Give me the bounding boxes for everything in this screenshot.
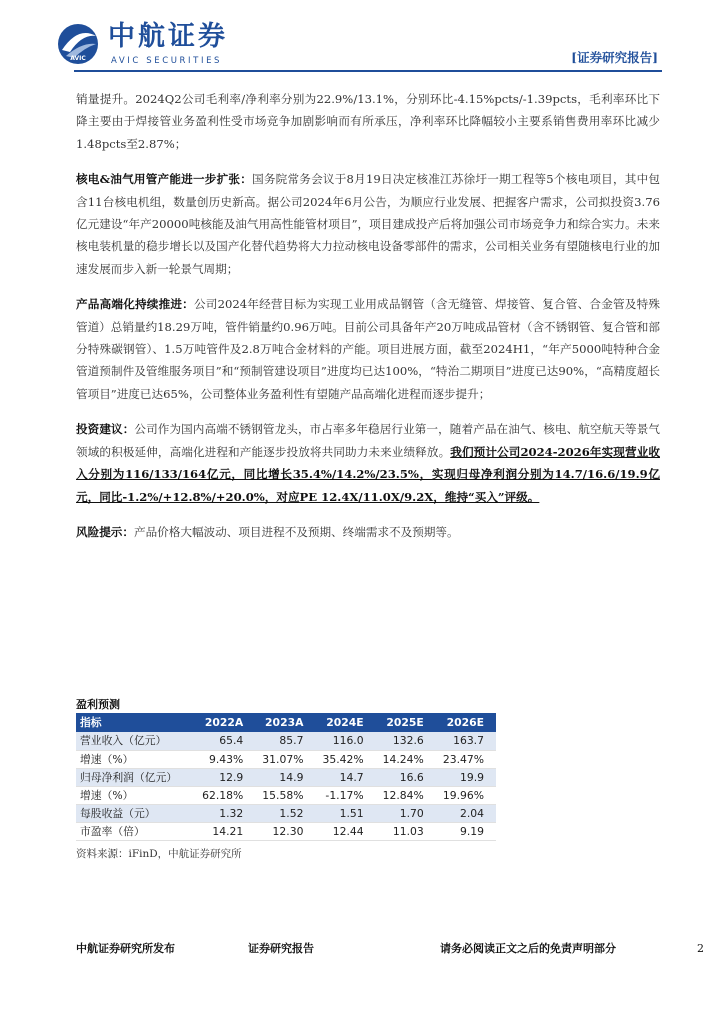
table-cell: 14.24% [376, 750, 436, 768]
table-cell: 23.47% [436, 750, 496, 768]
table-source-note: 资料来源：iFinD，中航证券研究所 [76, 848, 242, 860]
table-header-cell: 2023A [255, 713, 315, 732]
table-header-row [76, 713, 496, 732]
table-cell: 12.84% [376, 786, 436, 804]
paragraph-risk [76, 521, 660, 543]
table-header-cell: 指标 [76, 713, 195, 732]
table-row [76, 768, 496, 786]
table-cell: 11.03 [376, 822, 436, 840]
table-header-cell: 2022A [195, 713, 255, 732]
paragraph-high-end-text: 公司2024年经营目标为实现工业用成品钢管（含无缝管、焊接管、复合管、合金管及特殊管道）总销量约18.29万吨，管件销量约0.96万吨。目前公司具备年产20万吨成品管材（含不锈钢管、复合管和部分特殊碳钢管）、1.5万吨管件及2.8万吨合金材料的产能。项目进展方面，截至2024H1，“年产5000吨特种合金管道预制件及管维服务项目”和“预制管建设项目”进度均已达100%，“特治二期项目”进度已达90%，“高精度超长管项目”进度已达65%，公司整体业务盈利性有望随产品高端化进程而逐步提升； [76, 297, 660, 401]
paragraph-capacity-lead: 核电&油气用管产能进一步扩张： [76, 172, 253, 187]
paragraph-capacity [76, 168, 660, 280]
logo-chinese-name: 中航证券 [108, 21, 228, 52]
table-header-cell: 2025E [376, 713, 436, 732]
table-cell: 14.21 [195, 822, 255, 840]
table-cell: 1.70 [376, 804, 436, 822]
table-cell: 31.07% [255, 750, 315, 768]
paragraph-capacity-text: 国务院常务会议于8月19日决定核准江苏徐圩一期工程等5个核电项目，其中包含11台核电机组，数量创历史新高。据公司2024年6月公告，为顺应行业发展、把握客户需求，公司拟投资3.76亿元建设“年产20000吨核能及油气用高性能管材项目”，项目建成投产后将加强公司市场竞争力和综合实力。未来核电装机量的稳步增长以及国产化替代趋势将大力拉动核电设备零部件的需求，公司相关业务有望随核电行业的加速发展而步入新一轮景气周期； [76, 172, 660, 276]
page-number: 2 [697, 942, 704, 955]
footer-disclaimer-note: 请务必阅读正文之后的免责声明部分 [440, 942, 616, 955]
table-cell: 营业收入（亿元） [76, 732, 195, 750]
earnings-forecast-table [76, 713, 496, 841]
paragraph-risk-lead: 风险提示： [76, 524, 134, 539]
paragraph-margin [76, 88, 660, 155]
table-cell: 14.9 [255, 768, 315, 786]
table-cell: 1.52 [255, 804, 315, 822]
footer-report-type: 证券研究报告 [248, 942, 314, 955]
page-header [0, 0, 724, 74]
table-row [76, 786, 496, 804]
header-divider [74, 70, 662, 72]
table-cell: 15.58% [255, 786, 315, 804]
paragraph-high-end-lead: 产品高端化持续推进： [76, 297, 194, 312]
table-title: 盈利预测 [76, 698, 120, 711]
table-cell: 12.9 [195, 768, 255, 786]
footer-publisher: 中航证券研究所发布 [76, 942, 175, 955]
table-cell: 9.43% [195, 750, 255, 768]
table-cell: 12.44 [315, 822, 375, 840]
paragraph-investment-forecast: 我们预计公司2024-2026年实现营业收入分别为116/133/164亿元，同比增长35.4%/14.2%/23.5%，实现归母净利润分别为14.7/16.6/19.9亿元，同比-1.2%/+12.8%/+20.0%，对应PE 12.4X/11.0X/9.2X，维持“买入”评级。 [76, 444, 660, 504]
table-cell: 19.9 [436, 768, 496, 786]
table-cell: 62.18% [195, 786, 255, 804]
table-cell: 归母净利润（亿元） [76, 768, 195, 786]
paragraph-high-end [76, 293, 660, 405]
table-cell: 65.4 [195, 732, 255, 750]
table-cell: 增速（%） [76, 786, 195, 804]
table-cell: 9.19 [436, 822, 496, 840]
table-cell: 19.96% [436, 786, 496, 804]
report-type-tag: [证券研究报告] [571, 50, 658, 65]
table-cell: 14.7 [315, 768, 375, 786]
table-cell: 每股收益（元） [76, 804, 195, 822]
paragraph-investment-text: 公司作为国内高端不锈钢管龙头，市占率多年稳居行业第一，随着产品在油气、核电、航空航天等景气领域的积极延伸，高端化进程和产能逐步投放将共同助力未来业绩释放。 [76, 422, 660, 459]
table-cell: 35.42% [315, 750, 375, 768]
logo-emblem-text: AVIC [70, 55, 86, 62]
table-row [76, 750, 496, 768]
table-cell: 1.32 [195, 804, 255, 822]
table-cell: 增速（%） [76, 750, 195, 768]
paragraph-investment [76, 418, 660, 508]
paragraph-margin-text: 销量提升。2024Q2公司毛利率/净利率分别为22.9%/13.1%，分别环比-4.15%pcts/-1.39pcts，毛利率环比下降主要由于焊接管业务盈利性受市场竞争加剧影响而有所承压，净利率环比降幅较小主要系销售费用率环比减少1.48pcts至2.87%； [76, 92, 660, 151]
table-cell: 163.7 [436, 732, 496, 750]
table-row [76, 822, 496, 840]
table-cell: 1.51 [315, 804, 375, 822]
report-body [76, 88, 660, 556]
table-row [76, 804, 496, 822]
table-cell: 116.0 [315, 732, 375, 750]
table-cell: 16.6 [376, 768, 436, 786]
paragraph-risk-text: 产品价格大幅波动、项目进程不及预期、终端需求不及预期等。 [133, 524, 459, 539]
table-cell: 2.04 [436, 804, 496, 822]
table-cell: 85.7 [255, 732, 315, 750]
table-cell: 12.30 [255, 822, 315, 840]
table-cell: 132.6 [376, 732, 436, 750]
table-header-cell: 2026E [436, 713, 496, 732]
avic-logo-icon [56, 22, 100, 66]
logo-english-name: AVIC SECURITIES [111, 56, 223, 66]
table-cell: 市盈率（倍） [76, 822, 195, 840]
table-cell: -1.17% [315, 786, 375, 804]
table-header-cell: 2024E [315, 713, 375, 732]
table-row [76, 732, 496, 750]
page-footer [76, 940, 696, 956]
paragraph-investment-lead: 投资建议： [76, 422, 135, 437]
